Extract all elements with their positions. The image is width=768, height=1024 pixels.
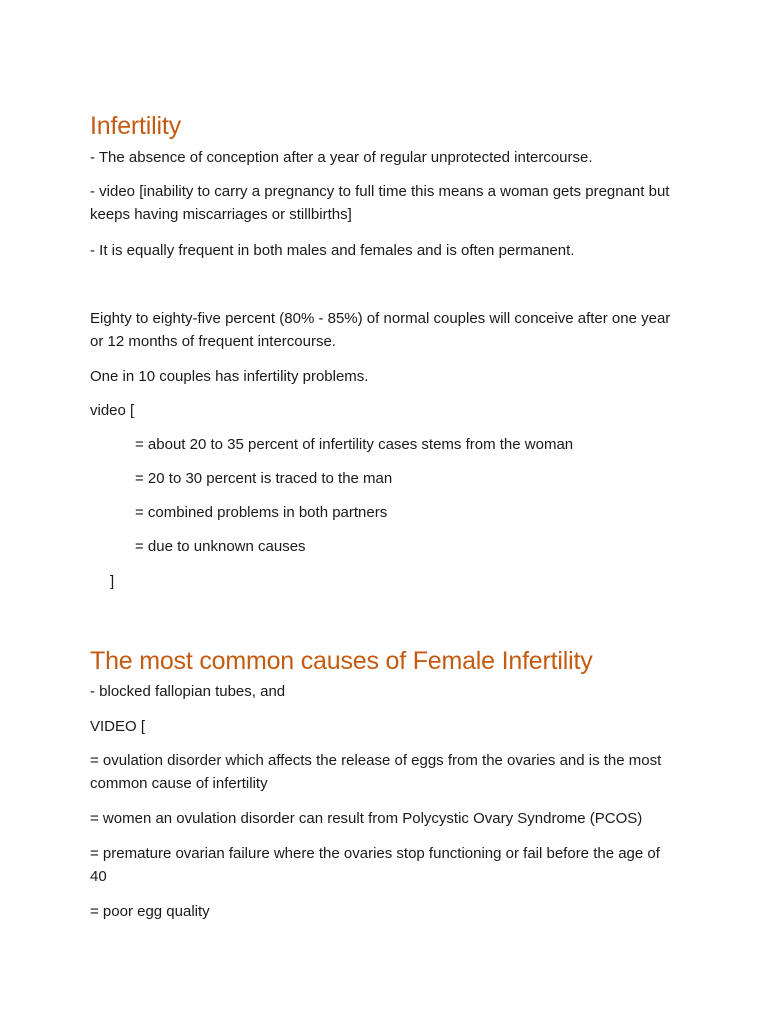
paragraph: = premature ovarian failure where the ovaries stop functioning or fail before the age of 40 <box>90 845 660 885</box>
paragraph: VIDEO [ <box>90 718 146 735</box>
list-item: = about 20 to 35 percent of infertility cases stems from the woman <box>135 436 574 453</box>
paragraph: Eighty to eighty-five percent (80% - 85%) of normal couples will conceive after one year or 12 months of frequent intercourse. <box>90 310 671 350</box>
paragraph: - It is equally frequent in both males and females and is often permanent. <box>90 242 575 259</box>
closing-bracket: ] <box>110 573 115 590</box>
section-heading-female-infertility: The most common causes of Female Infertility <box>90 647 593 675</box>
paragraph: video [ <box>90 402 135 419</box>
section-heading-infertility: Infertility <box>90 112 181 140</box>
paragraph: = ovulation disorder which affects the release of eggs from the ovaries and is the most common cause of infertility <box>90 752 662 792</box>
paragraph: - The absence of conception after a year of regular unprotected intercourse. <box>90 149 593 166</box>
paragraph: = women an ovulation disorder can result from Polycystic Ovary Syndrome (PCOS) <box>90 810 643 827</box>
list-item: = combined problems in both partners <box>135 504 388 521</box>
list-item: = 20 to 30 percent is traced to the man <box>135 470 393 487</box>
paragraph: - video [inability to carry a pregnancy to full time this means a woman gets pregnant but keeps having miscarriages or stillbirths] <box>90 183 670 223</box>
list-item: = due to unknown causes <box>135 538 306 555</box>
paragraph: - blocked fallopian tubes, and <box>90 683 286 700</box>
paragraph: One in 10 couples has infertility problems. <box>90 368 369 385</box>
paragraph: = poor egg quality <box>90 903 210 920</box>
